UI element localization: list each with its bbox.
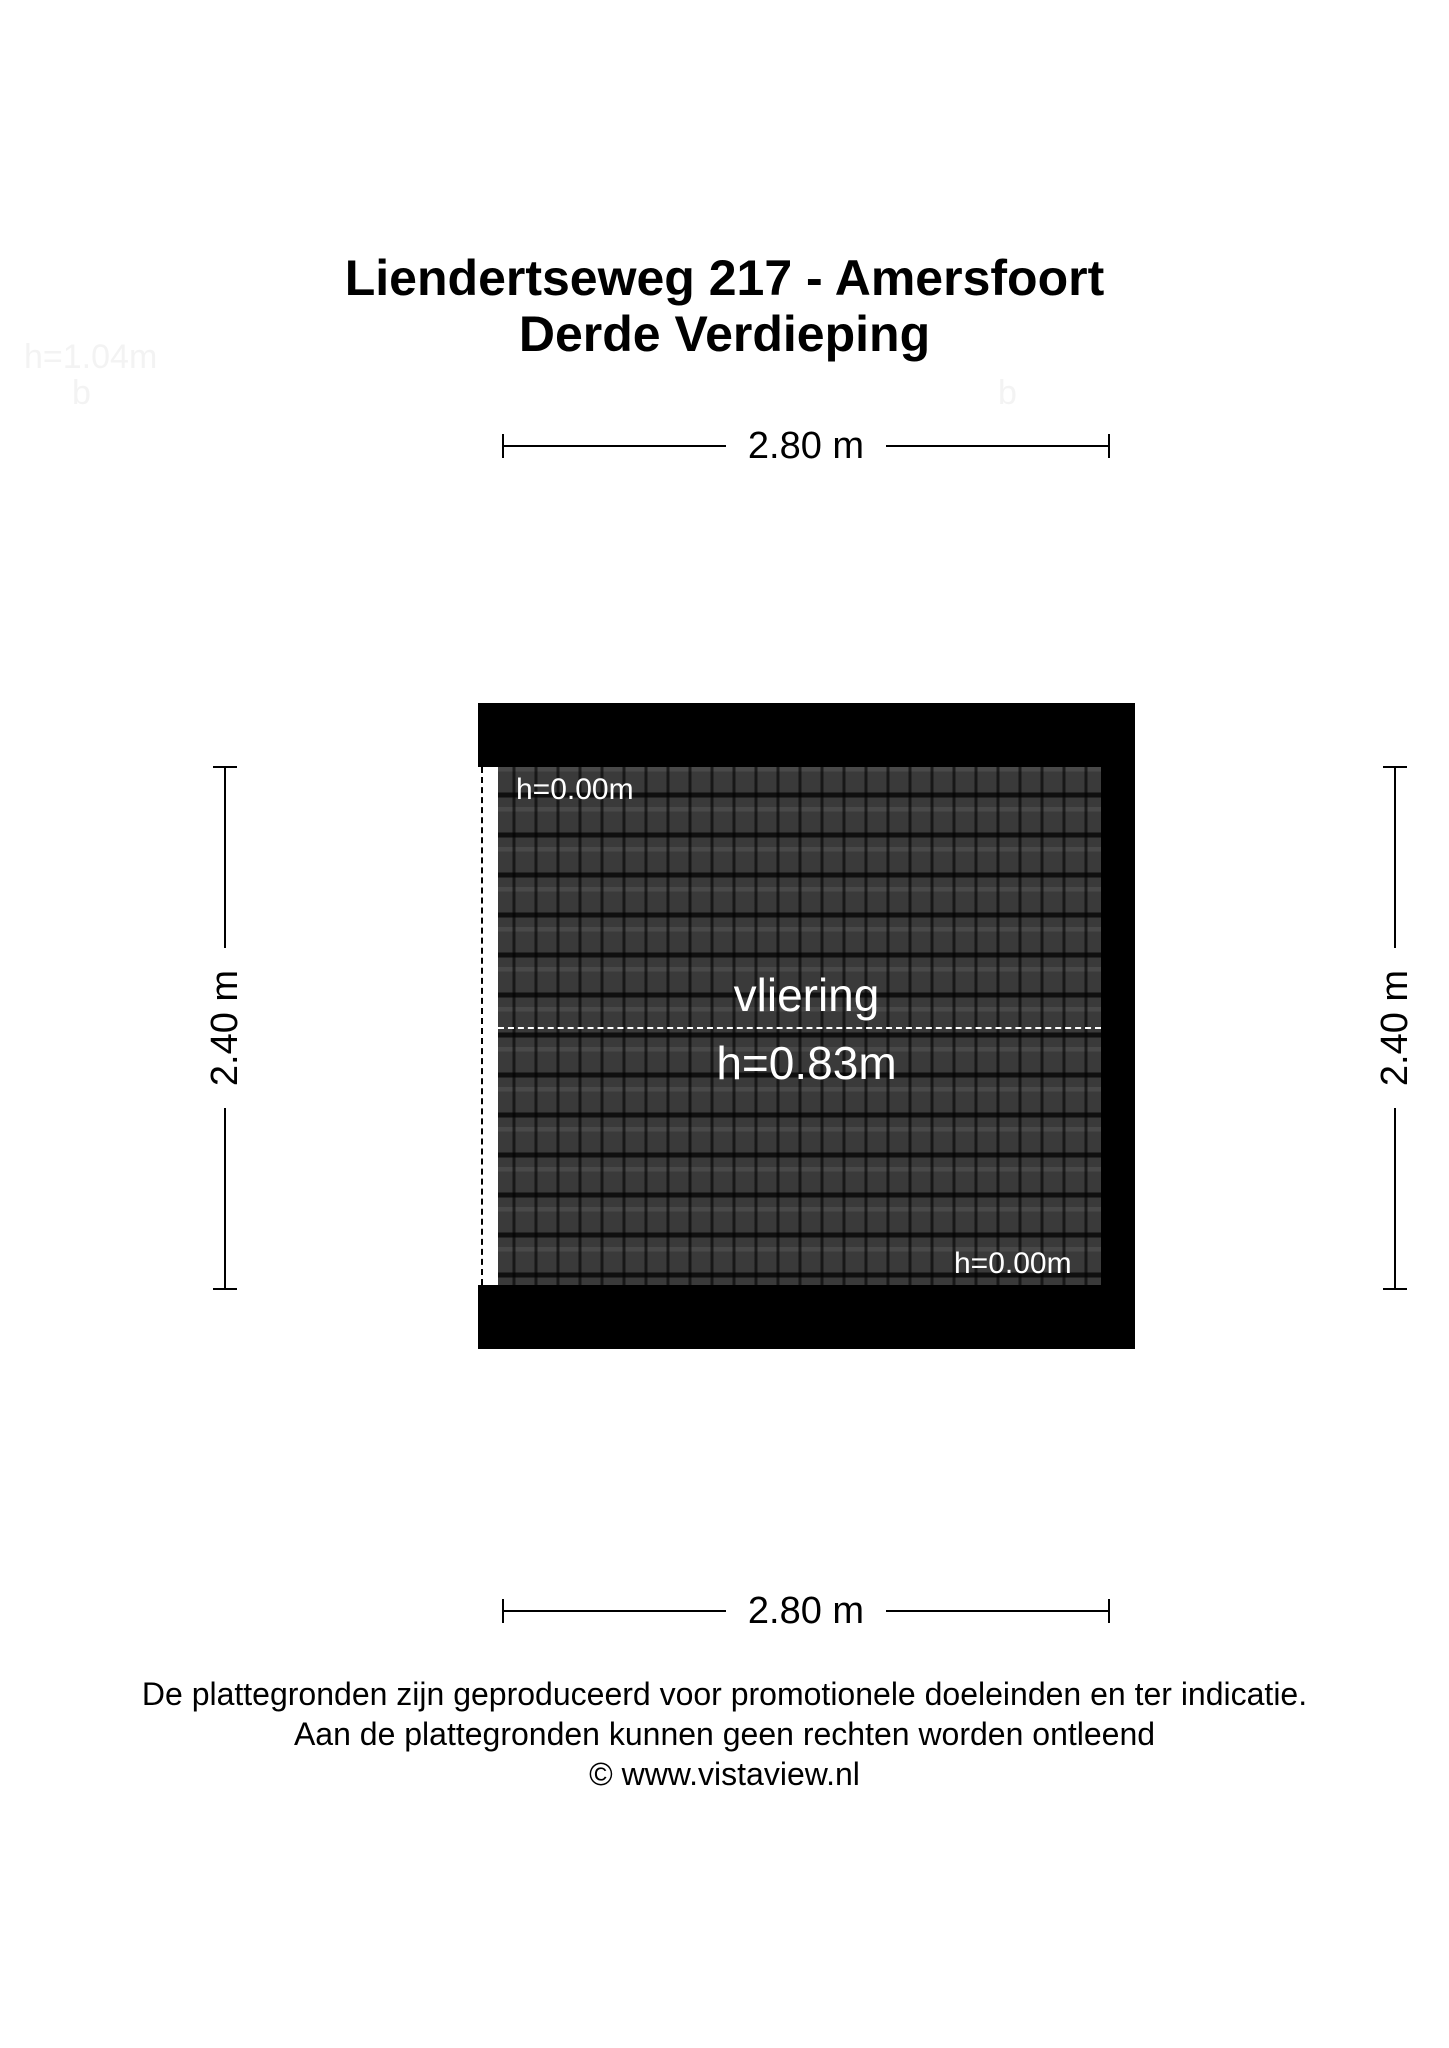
dimension-tick [1108, 434, 1110, 458]
right-height-label: 2.40 m [1375, 948, 1415, 1108]
disclaimer [0, 1674, 1449, 1794]
dimension-tick [1383, 1288, 1407, 1290]
copyright-link[interactable]: © www.vistaview.nl [589, 1756, 860, 1792]
dimension-tick [213, 1288, 237, 1290]
top-width-label: 2.80 m [726, 426, 886, 466]
address-title: Liendertseweg 217 - Amersfoort [344, 250, 1105, 306]
corner-height-top: h=0.00m [516, 773, 634, 806]
floor-title: Derde Verdieping [518, 306, 931, 362]
bottom-width-label: 2.80 m [726, 1591, 886, 1631]
ghost-letter-left: b [72, 374, 91, 412]
room-name: vliering [733, 969, 880, 1021]
roof-ridge-line [498, 1027, 1101, 1029]
floor-plan-room [478, 703, 1135, 1349]
room-ceiling-height: h=0.83m [716, 1037, 897, 1089]
left-height-label: 2.40 m [205, 948, 245, 1108]
ghost-height-label: h=1.04m [24, 338, 158, 376]
bottom-width-dimension [502, 1591, 1110, 1631]
disclaimer-line-1: De plattegronden zijn geproduceerd voor promotionele doeleinden en ter indicatie. [141, 1676, 1308, 1712]
roof-tiles [498, 767, 1101, 1285]
dimension-tick [1108, 1599, 1110, 1623]
disclaimer-line-2: Aan de plattegronden kunnen geen rechten worden ontleend [293, 1716, 1156, 1752]
page-title [0, 250, 1449, 362]
ghost-letter-right: b [998, 374, 1017, 412]
wall-opening [478, 767, 498, 1285]
left-height-dimension [205, 766, 245, 1290]
right-height-dimension [1375, 766, 1415, 1290]
corner-height-bottom: h=0.00m [954, 1247, 1072, 1280]
top-width-dimension [502, 426, 1110, 466]
